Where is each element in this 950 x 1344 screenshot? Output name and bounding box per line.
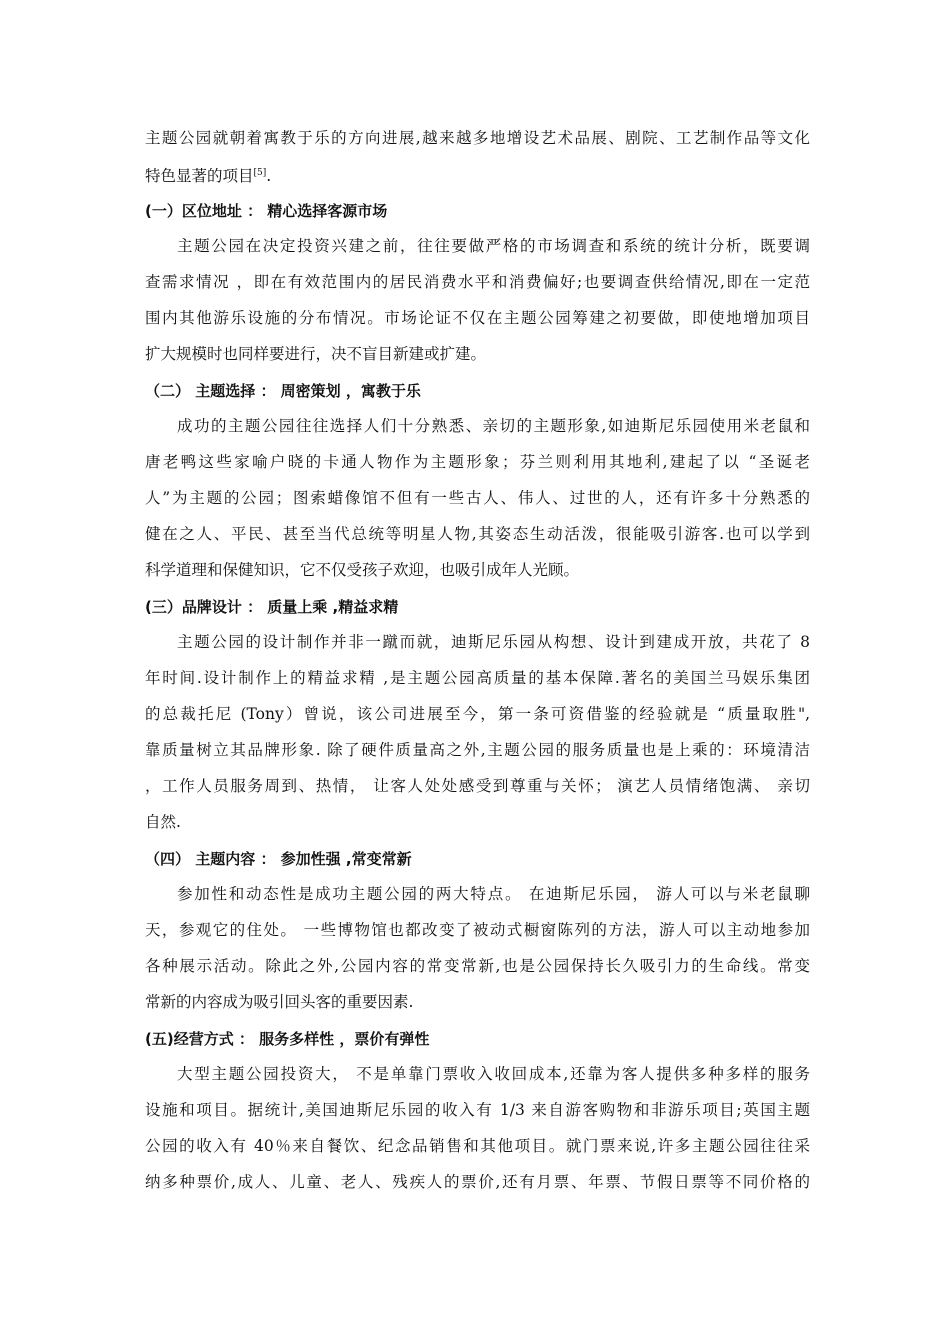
paragraph-line — [145, 920, 810, 940]
paragraph-line — [145, 812, 810, 832]
section-heading: （四） 主题内容 ： 参加性强 ,常变常新 — [145, 850, 412, 868]
text: 围内其他游乐设施的分布情况。市场论证不仅在主题公园筹建之初要做，即使地增加项目 — [145, 309, 810, 327]
paragraph-line — [145, 1172, 810, 1192]
text: 健在之人、平民、甚至当代总统等明星人物,其姿态生动活泼，很能吸引游客.也可以学到 — [145, 525, 810, 543]
paragraph-line — [145, 668, 810, 688]
paragraph-line — [177, 884, 810, 904]
paragraph-line — [145, 704, 810, 724]
text: 公园的收入有 40％来自餐饮、纪念品销售和其他项目。就门票来说,许多主题公园往往采 — [145, 1137, 810, 1155]
citation: [5] — [253, 168, 267, 178]
paragraph-line — [145, 344, 810, 364]
text: 成功的主题公园往往选择人们十分熟悉、亲切的主题形象,如迪斯尼乐园使用米老鼠和 — [177, 417, 810, 435]
paragraph-line — [145, 163, 810, 186]
text: 查需求情况 ，即在有效范围内的居民消费水平和消费偏好;也要调查供给情况,即在一定范 — [145, 273, 810, 291]
paragraph-line — [177, 1064, 810, 1084]
text: 大型主题公园投资大， 不是单靠门票收入收回成本,还靠为客人提供多种多样的服务 — [177, 1065, 810, 1083]
text: 主题公园在决定投资兴建之前，往往要做严格的市场调查和系统的统计分析，既要调 — [177, 237, 810, 255]
section-heading: (一）区位地址 ： 精心选择客源市场 — [145, 202, 388, 220]
text: . — [266, 167, 272, 185]
paragraph-line — [145, 992, 810, 1012]
paragraph-line — [145, 524, 810, 544]
text: 自然. — [145, 813, 181, 831]
text: 靠质量树立其品牌形象. 除了硬件质量高之外,主题公园的服务质量也是上乘的：环境清洁 — [145, 741, 810, 759]
text: 的总裁托尼 (Tony）曾说，该公司进展至今，第一条可资借鉴的经验就是 “质量取胜", — [145, 705, 810, 723]
paragraph-line — [177, 632, 810, 652]
paragraph-line — [145, 128, 810, 148]
text: 各种展示活动。除此之外,公园内容的常变常新,也是公园保持长久吸引力的生命线。常变 — [145, 957, 810, 975]
paragraph-line — [145, 488, 810, 508]
text: 人”为主题的公园；图索蜡像馆不但有一些古人、伟人、过世的人，还有许多十分熟悉的 — [145, 489, 810, 507]
text: 设施和项目。据统计,美国迪斯尼乐园的收入有 1/3 来自游客购物和非游乐项目;英国主题 — [145, 1101, 810, 1119]
paragraph-line — [145, 452, 810, 472]
text: 常新的内容成为吸引回头客的重要因素. — [145, 993, 414, 1011]
text: 科学道理和保健知识，它不仅受孩子欢迎，也吸引成年人光顾。 — [145, 561, 580, 579]
text: 特色显著的项目 — [145, 167, 254, 185]
paragraph-line — [177, 236, 810, 256]
section-heading: (五)经营方式 ： 服务多样性 ，票价有弹性 — [145, 1030, 430, 1048]
paragraph-line — [177, 416, 810, 436]
paragraph-line — [145, 308, 810, 328]
text: 年时间.设计制作上的精益求精 ,是主题公园高质量的基本保障.著名的美国兰马娱乐集团 — [145, 669, 810, 687]
section-heading: （二） 主题选择 ： 周密策划 ，寓教于乐 — [145, 382, 421, 400]
paragraph-line — [145, 560, 810, 580]
paragraph-line — [145, 776, 810, 796]
text: 唐老鸭这些家喻户晓的卡通人物作为主题形象；芬兰则利用其地利,建起了以 “圣诞老 — [145, 453, 810, 471]
paragraph-line — [145, 1100, 810, 1120]
text: 扩大规模时也同样要进行，决不盲目新建或扩建。 — [145, 345, 487, 363]
paragraph-line — [145, 740, 810, 760]
paragraph-line — [145, 1136, 810, 1156]
text: 主题公园的设计制作并非一蹴而就，迪斯尼乐园从构想、设计到建成开放，共花了 8 — [177, 633, 810, 651]
section-heading: (三）品牌设计 ： 质量上乘 ,精益求精 — [145, 598, 399, 616]
text: 纳多种票价,成人、儿童、老人、残疾人的票价,还有月票、年票、节假日票等不同价格的 — [145, 1173, 810, 1191]
text: 参加性和动态性是成功主题公园的两大特点。 在迪斯尼乐园， 游人可以与米老鼠聊 — [177, 885, 810, 903]
paragraph-line — [145, 272, 810, 292]
text: ，工作人员服务周到、热情， 让客人处处感受到尊重与关怀； 演艺人员情绪饱满、 亲切 — [145, 777, 810, 795]
text: 主题公园就朝着寓教于乐的方向进展,越来越多地增设艺术品展、剧院、工艺制作品等文化 — [145, 129, 810, 147]
paragraph-line — [145, 956, 810, 976]
text: 天，参观它的住处。 一些博物馆也都改变了被动式橱窗陈列的方法，游人可以主动地参加 — [145, 921, 810, 939]
